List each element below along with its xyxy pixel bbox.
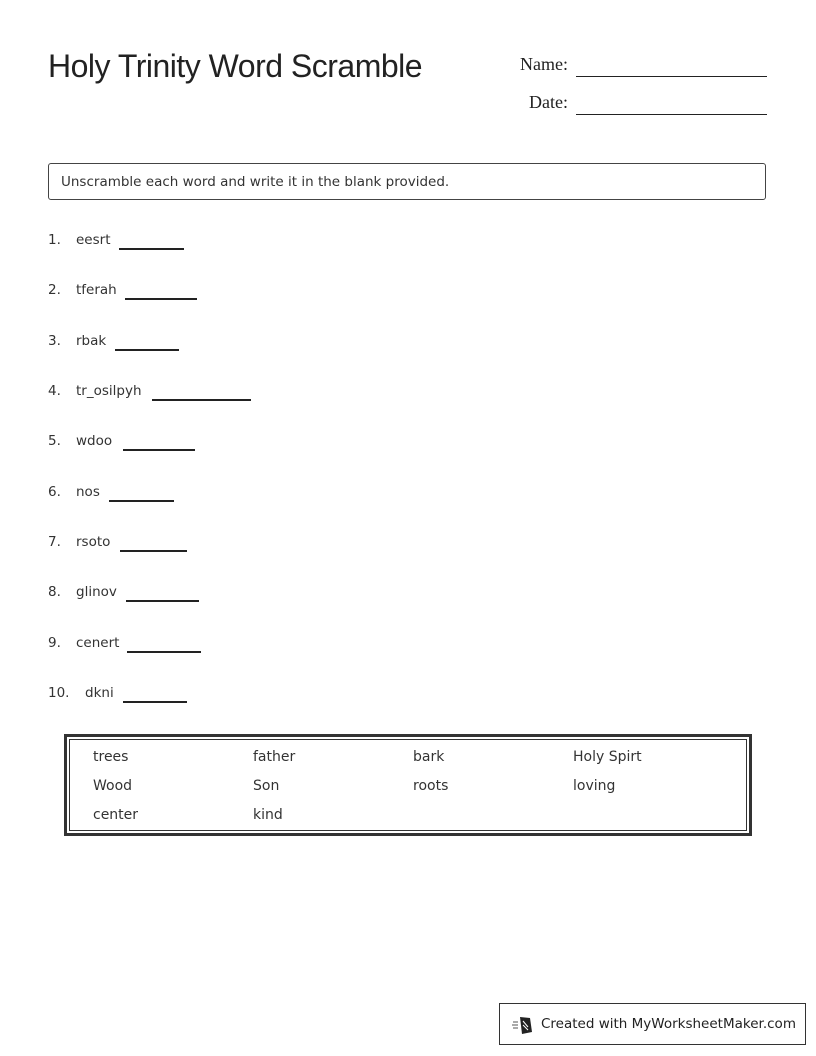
item-number: 1. bbox=[48, 232, 61, 248]
scrambled-word: tr_osilpyh bbox=[76, 383, 142, 399]
answer-blank[interactable] bbox=[152, 399, 251, 401]
answer-blank[interactable] bbox=[123, 701, 187, 703]
word-bank-item: father bbox=[253, 749, 296, 765]
item-number: 4. bbox=[48, 383, 61, 399]
item-number: 2. bbox=[48, 282, 61, 298]
scrambled-word: nos bbox=[76, 484, 100, 500]
word-bank-item: center bbox=[93, 807, 139, 823]
scrambled-word: eesrt bbox=[76, 232, 111, 248]
date-field[interactable] bbox=[529, 92, 568, 113]
name-label: Name: bbox=[520, 54, 568, 74]
name-field[interactable] bbox=[520, 54, 568, 75]
word-bank-item: kind bbox=[253, 807, 283, 823]
answer-blank[interactable] bbox=[126, 600, 199, 602]
page-title: Holy Trinity Word Scramble bbox=[48, 48, 423, 84]
item-number: 5. bbox=[48, 433, 61, 449]
scrambled-word: cenert bbox=[76, 635, 120, 651]
item-number: 3. bbox=[48, 333, 61, 349]
footer-text: Created with MyWorksheetMaker.com bbox=[541, 1016, 796, 1032]
name-blank-line[interactable] bbox=[576, 76, 767, 77]
instructions-text: Unscramble each word and write it in the blank provided. bbox=[61, 174, 450, 190]
scrambled-word: dkni bbox=[85, 685, 114, 701]
answer-blank[interactable] bbox=[125, 298, 197, 300]
answer-blank[interactable] bbox=[120, 550, 187, 552]
item-number: 7. bbox=[48, 534, 61, 550]
word-bank-item: bark bbox=[413, 749, 445, 765]
scrambled-word: rsoto bbox=[76, 534, 111, 550]
footer-credit[interactable] bbox=[499, 1003, 806, 1045]
word-bank-item: Wood bbox=[93, 778, 133, 794]
scrambled-word: tferah bbox=[76, 282, 117, 298]
worksheet-maker-logo-icon bbox=[512, 1014, 534, 1036]
date-label: Date: bbox=[529, 92, 568, 112]
answer-blank[interactable] bbox=[115, 349, 179, 351]
date-blank-line[interactable] bbox=[576, 114, 767, 115]
word-bank-item: loving bbox=[573, 778, 616, 794]
word-bank bbox=[64, 734, 752, 836]
scrambled-word: rbak bbox=[76, 333, 107, 349]
scrambled-word: wdoo bbox=[76, 433, 113, 449]
word-bank-item: Son bbox=[253, 778, 280, 794]
item-number: 8. bbox=[48, 584, 61, 600]
answer-blank[interactable] bbox=[123, 449, 195, 451]
answer-blank[interactable] bbox=[127, 651, 201, 653]
word-bank-item: Holy Spirt bbox=[573, 749, 642, 765]
item-number: 10. bbox=[48, 685, 70, 701]
word-bank-item: trees bbox=[93, 749, 129, 765]
answer-blank[interactable] bbox=[119, 248, 184, 250]
word-bank-inner-border bbox=[69, 739, 747, 831]
item-number: 9. bbox=[48, 635, 61, 651]
instructions-box bbox=[48, 163, 766, 200]
item-number: 6. bbox=[48, 484, 61, 500]
word-bank-item: roots bbox=[413, 778, 449, 794]
answer-blank[interactable] bbox=[109, 500, 174, 502]
scrambled-word: glinov bbox=[76, 584, 117, 600]
